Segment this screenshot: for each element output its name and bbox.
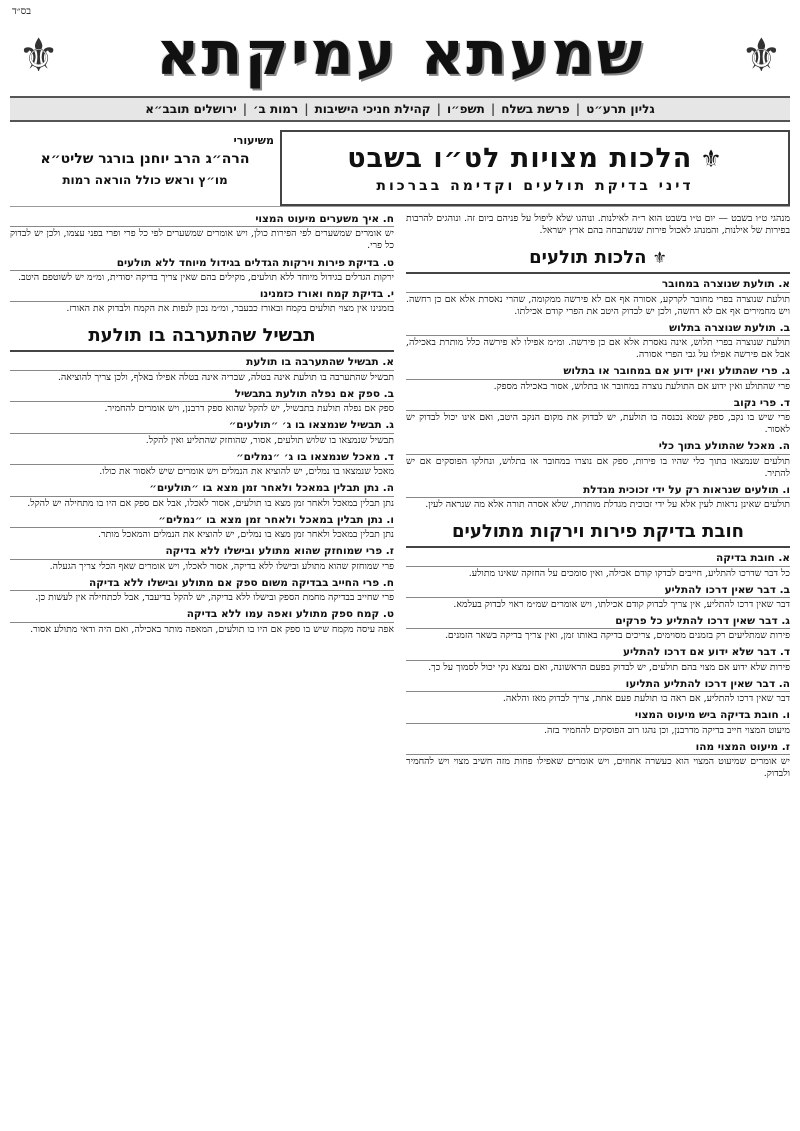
- city: ירושלים תובב״א: [145, 102, 237, 116]
- item-text: מיעוט המצוי חייב בדיקה מדרבנן, וכן נהגו רוב הפוסקים להחמיר בזה.: [543, 724, 790, 736]
- item-title: ו. נתן תבלין במאכל ולאחר זמן מצא בו ״נמלים״: [10, 514, 394, 528]
- item-text: בזמנינו אין מצוי תולעים בקמח ובאורז כבעבר, ומ״מ נכון לנפות את הקמח ולבדוק את האורז.: [66, 303, 394, 315]
- topic-subtitle: דיני בדיקת תולעים וקדימה בברכות: [376, 177, 694, 194]
- list-item: [406, 552, 790, 579]
- item-title: ג. פרי שהתולע ואין ידוע אם במחובר או בתלוש: [406, 365, 790, 379]
- item-title: ה. מאכל שהתולע בתוך כלי: [406, 440, 790, 454]
- item-text: פרי שחייב בבדיקה מחמת הספק ובישלו ללא בדיקה, יש להקל בדיעבד, אבל לכתחילה אין לעשות כן.: [35, 592, 394, 604]
- item-text: תולעת שנוצרה בפרי מחובר לקרקע, אסורה אף אם לא פירשה ממקומה, שהרי נאסרת אלא אם כן רחשה. ויש מחמירים אף אם לא רחשה, ולכן יש לבדוק היטב את הפרי קודם אכילתו.: [406, 293, 790, 317]
- list-item: [10, 257, 394, 284]
- list-item: [10, 482, 394, 509]
- item-title: ט. בדיקת פירות וירקות הגדלים בגידול מיוחד ללא תולעים: [10, 257, 394, 271]
- issue-bar: גליון תרע״ט | פרשת בשלח | תשפ״ו | קהילת חניכי הישיבות | רמות ב׳ | ירושלים תובב״א: [10, 96, 790, 122]
- item-title: ג. דבר שאין דרכו להתליע כל פרקים: [406, 615, 790, 629]
- list-item: [406, 709, 790, 736]
- list-item: [406, 484, 790, 511]
- item-text: דבר שאין דרכו להתליע, אין צריך לבדוק קודם אכילתו, ויש אומרים שמ״מ ראוי לבדוק בעלמא.: [453, 598, 790, 610]
- item-title: ה. נתן תבלין במאכל ולאחר זמן מצא בו ״תולעים״: [10, 482, 394, 496]
- item-title: ב. דבר שאין דרכו להתליע: [406, 584, 790, 598]
- item-title: ט. קמח ספק מתולע ואפה עמו ללא בדיקה: [10, 608, 394, 622]
- corner-mark: בס״ד: [12, 6, 32, 17]
- item-title: ו. חובת בדיקה ביש מיעוט המצוי: [406, 709, 790, 723]
- item-text: תבשיל שהתערבה בו תולעת אינה בטלה, שבריה אינה בטלה אפילו באלף, ולכן צריך להוציאה.: [57, 371, 394, 383]
- item-text: תולעים שנמצאו בתוך כלי שהיו בו פירות, ספק אם נוצרו במחובר או בתלוש, ונחלקו הפוסקים אם יש להתיר.: [406, 455, 790, 479]
- list-item: [406, 646, 790, 673]
- list-item: [10, 577, 394, 604]
- section-heading-bedika: חובת בדיקת פירות וירקות מתולעים: [406, 517, 790, 548]
- item-text: ספק אם נפלה תולעת בתבשיל, יש להקל שהוא ספק דרבנן, ויש אומרים להחמיר.: [104, 403, 394, 415]
- list-item: [406, 365, 790, 392]
- item-title: ז. מיעוט המצוי מהו: [406, 741, 790, 755]
- list-item: [10, 451, 394, 478]
- parasha: פרשת בשלח: [501, 102, 570, 116]
- item-title: א. חובת בדיקה: [406, 552, 790, 566]
- item-text: תבשיל שנמצאו בו שלוש תולעים, אסור, שהוחזק שהתליע ואין להקל.: [145, 434, 394, 446]
- list-item: [10, 514, 394, 541]
- lecturer-name: הרה״ג הרב יוחנן בורגר שליט״א: [40, 151, 250, 167]
- item-title: ח. פרי החייב בבדיקה משום ספק אם מתולע ובישלו ללא בדיקה: [10, 577, 394, 591]
- list-item: [10, 356, 394, 383]
- item-text: פרי שהתולע ואין ידוע אם התולעת נוצרה במחובר או בתלוש, אסור באכילה מספק.: [493, 380, 790, 392]
- item-title: א. תבשיל שהתערבה בו תולעת: [10, 356, 394, 370]
- item-title: ד. פרי נקוב: [406, 397, 790, 411]
- item-title: י. בדיקת קמח ואורז כזמנינו: [10, 288, 394, 302]
- header-row: [10, 130, 790, 207]
- lecturer-label: משיעורי: [233, 134, 274, 147]
- list-item: [406, 397, 790, 437]
- community: קהילת חניכי הישיבות: [314, 102, 431, 116]
- topic-box: [280, 130, 790, 206]
- item-title: ב. ספק אם נפלה תולעת בתבשיל: [10, 388, 394, 402]
- masthead-title: שמעתא עמיקתא: [155, 19, 645, 89]
- topic-title-text: הלכות מצויות לט״ו בשבט: [347, 142, 693, 174]
- item-text: תולעים שאינן נראות לעין אלא על ידי זכוכית מגדלת מותרות, שלא אסרה תורה אלא מה שנראה לעין.: [425, 499, 790, 510]
- list-item: [406, 322, 790, 362]
- section-heading-tavshil: תבשיל שהתערבה בו תולעת: [10, 321, 394, 352]
- item-text: ירקות הגדלים בגידול מיוחד ללא תולעים, מקילים בהם שאין צריך בדיקה יסודית, ומ״מ יש לשוטפם היטב.: [18, 271, 394, 283]
- article-body: [10, 213, 790, 1115]
- item-text: דבר שאין דרכו להתליע, אם ראה בו תולעת פעם אחת, צריך לבדוק מאז והלאה.: [502, 693, 790, 705]
- year: תשפ״ו: [446, 102, 485, 116]
- topic-title: [290, 143, 780, 174]
- item-title: ג. תבשיל שנמצאו בו ג׳ ״תולעים״: [10, 419, 394, 433]
- item-text: פירות שלא ידוע אם מצוי בהם תולעים, יש לבדוק בפעם הראשונה, ואם נמצא נקי יכול לסמוך על כך.: [428, 661, 790, 673]
- list-item: [406, 615, 790, 642]
- item-text: תולעת שנוצרה בפרי תלוש, אינה נאסרת אלא אם כן פירשה. ומ״מ אפילו לא פירשה כלל מותרת באכילה, אבל אם פירשה אפילו על גבי הפרי אסורה.: [406, 337, 790, 361]
- section-heading-tolaim: ⚜הלכות תולעים: [406, 243, 790, 274]
- item-text: נתן תבלין במאכל ולאחר זמן מצא בו נמלים, יש להוציא את הנמלים והמאכל מותר.: [98, 529, 394, 541]
- list-item: [10, 388, 394, 415]
- list-item: [406, 278, 790, 318]
- item-text: פרי שיש בו נקב, ספק שמא נכנסה בו תולעת, יש לבדוק את מקום הנקב היטב, ואם אינו יכול לבדוק יש לאסור.: [406, 412, 790, 436]
- list-item: [10, 213, 394, 253]
- masthead: [10, 14, 790, 94]
- item-title: ז. פרי שמוחזק שהוא מתולע ובישלו ללא בדיקה: [10, 545, 394, 559]
- item-text: נתן תבלין במאכל ולאחר זמן מצא בו תולעים, אסור לאכלו, אבל אם ספק אם היו בו מתחילה יש להקל.: [27, 497, 394, 509]
- fleur-de-lis-icon: ⚜: [700, 144, 723, 173]
- item-text: כל דבר שדרכו להתליע, חייבים לבדקו קודם אכילה, ואין סומכים על החזקה שאינו מתולע.: [468, 567, 790, 579]
- fleur-de-lis-icon: ⚜: [740, 28, 782, 82]
- lecturer-role: מו״ץ וראש כולל הוראה רמות: [62, 173, 228, 187]
- fleur-de-lis-icon: ⚜: [652, 248, 667, 268]
- item-text: מאכל שנמצאו בו נמלים, יש להוציא את הנמלים ויש אומרים שיש לאסור את כולו.: [99, 466, 394, 478]
- item-title: ו. תולעים שנראות רק על ידי זכוכית מגדלת: [406, 484, 790, 498]
- issue-number: גליון תרע״ט: [586, 102, 655, 116]
- item-title: ב. תולעת שנוצרה בתלוש: [406, 322, 790, 336]
- list-item: [10, 288, 394, 315]
- list-item: [406, 440, 790, 480]
- list-item: [406, 678, 790, 705]
- list-item: [10, 608, 394, 635]
- item-text: יש אומרים שמיעוט המצוי הוא כעשרה אחוזים, ויש אומרים שאפילו פחות מזה חשיב מצוי ויש להחמיר ולבדוק.: [406, 756, 790, 780]
- right-column: [406, 213, 790, 1115]
- item-text: פירות שמתליעים רק בזמנים מסוימים, צריכים בדיקה באותו זמן, ואין צריך בדיקה בשאר הזמנים.: [444, 630, 790, 642]
- item-text: פרי שמוחזק שהוא מתולע ובישלו ללא בדיקה, אסור לאכלו, ויש אומרים שאף הכלי צריך הגעלה.: [49, 560, 394, 572]
- neighborhood: רמות ב׳: [253, 102, 299, 116]
- item-title: ד. מאכל שנמצאו בו ג׳ ״נמלים״: [10, 451, 394, 465]
- list-item: [10, 419, 394, 446]
- item-title: א. תולעת שנוצרה במחובר: [406, 278, 790, 292]
- item-title: ה. דבר שאין דרכו להתליע התליעו: [406, 678, 790, 692]
- left-column: [10, 213, 394, 1115]
- fleur-de-lis-icon: ⚜: [18, 28, 60, 82]
- item-title: ח. איך משערים מיעוט המצוי: [10, 213, 394, 227]
- item-title: ד. דבר שלא ידוע אם דרכו להתליע: [406, 646, 790, 660]
- list-item: [10, 545, 394, 572]
- intro-text: מנהגי ט״ו בשבט — יום ט״ו בשבט הוא ר״ה לאילנות. ונוהגו שלא ליפול על פניהם ביום זה. ונוהגים להרבות בפירות של אילנות, והמנהג לאכול פירות שנשתבחה בהם ארץ ישראל.: [406, 213, 790, 237]
- list-item: [406, 584, 790, 611]
- list-item: [406, 741, 790, 781]
- lecturer-box: [10, 130, 280, 206]
- item-text: אפה עיסה מקמח שיש בו ספק אם היו בו תולעים, המאפה מותר באכילה, ואם היה ודאי מתולע אסור.: [30, 623, 394, 635]
- item-text: יש אומרים שמשערים לפי הפירות כולן, ויש אומרים שמשערים לפי כל פרי ופרי בפני עצמו, ולכן יש לבדוק כל פרי.: [10, 228, 394, 252]
